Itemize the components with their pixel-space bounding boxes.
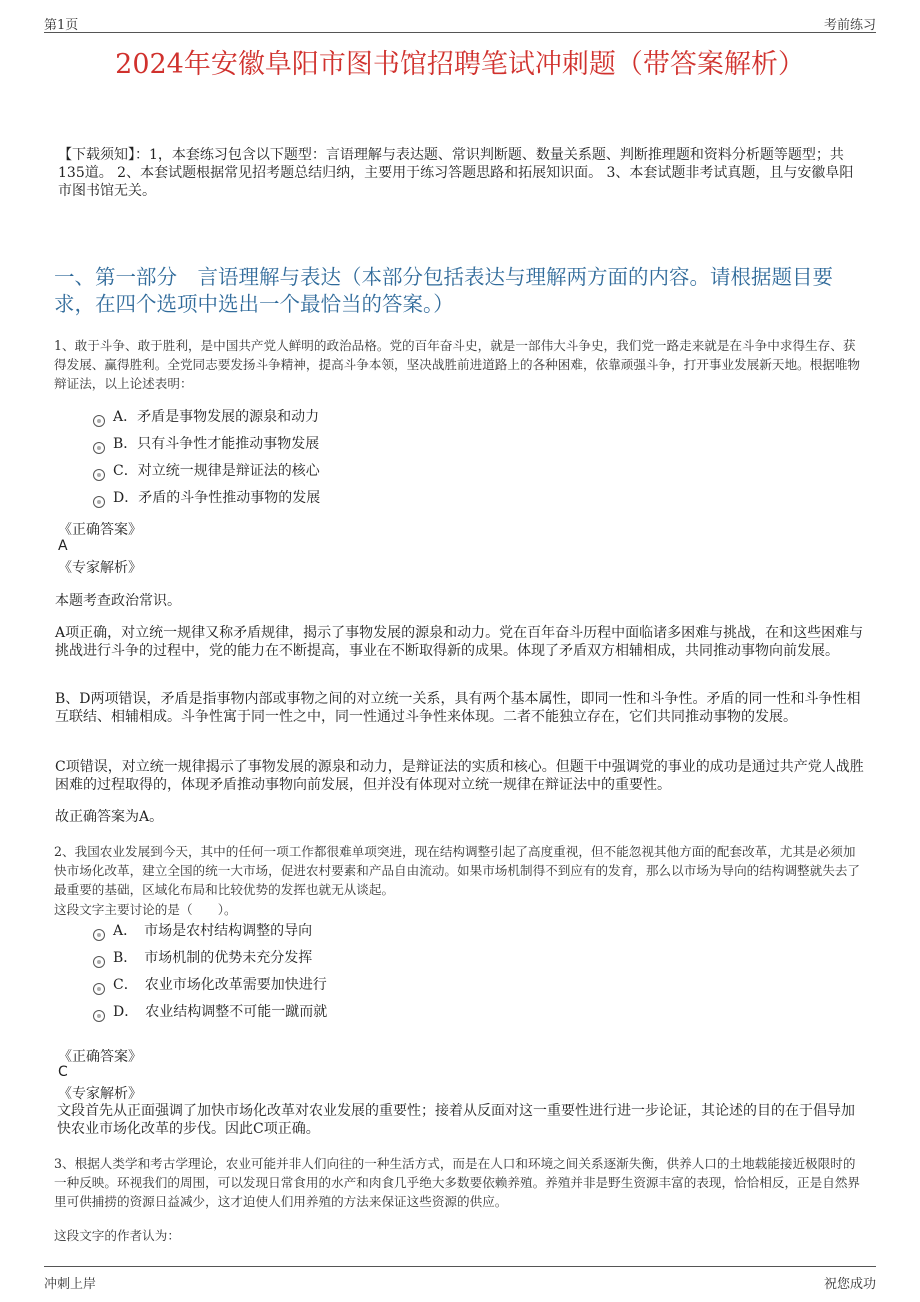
footer-left: 冲刺上岸 — [44, 1277, 97, 1292]
analysis-bd: B、D两项错误，矛盾是指事物内部或事物之间的对立统一关系，具有两个基本属性，即同一性和斗争性。矛盾的同一性和斗争性相互联结、相辅相成。斗争性寓于同一性之中，同一性通过斗争性来体现。二者不能独立存在，它们共同推动事物的发展。 — [55, 691, 861, 725]
option-c[interactable]: C．对立统一规律是辩证法的核心 — [93, 458, 320, 485]
page-footer — [44, 1266, 876, 1297]
radio-icon[interactable] — [93, 496, 105, 508]
answer-value: A — [58, 538, 68, 554]
question-1-stem: 1、敢于斗争、敢于胜利，是中国共产党人鲜明的政治品格。党的百年奋斗史，就是一部伟大斗争史，我们党一路走来就是在斗争中求得生存、获得发展、赢得胜利。全党同志要发扬斗争精神，提高斗争本领，坚决战胜前进道路上的各种困难，依靠顽强斗争，打开事业发展新天地。根据唯物辩证法，以上论述表明： — [54, 338, 860, 391]
radio-icon[interactable] — [93, 442, 105, 454]
option-d[interactable]: D．矛盾的斗争性推动事物的发展 — [93, 485, 320, 512]
question-3-prompt: 这段文字的作者认为： — [54, 1228, 180, 1243]
analysis-label: 《专家解析》 — [58, 560, 142, 576]
header-tag: 考前练习 — [823, 18, 876, 33]
radio-icon[interactable] — [93, 929, 105, 941]
radio-icon[interactable] — [93, 415, 105, 427]
question-1-options — [93, 404, 320, 512]
answer-value: C — [58, 1064, 68, 1080]
option-b[interactable]: B． 市场机制的优势未充分发挥 — [93, 945, 327, 972]
answer-label: 《正确答案》 — [58, 1049, 142, 1065]
option-b[interactable]: B．只有斗争性才能推动事物发展 — [93, 431, 320, 458]
analysis-label: 《专家解析》 — [58, 1086, 142, 1102]
footer-right: 祝您成功 — [823, 1277, 876, 1292]
analysis-intro: 本题考查政治常识。 — [55, 593, 181, 609]
question-2-stem: 2、我国农业发展到今天，其中的任何一项工作都很难单项突进，现在结构调整引起了高度重视，但不能忽视其他方面的配套改革，尤其是必须加快市场化改革，建立全国的统一大市场，促进农村要素和产品自由流动。如果市场机制得不到应有的发育，那么以市场为导向的结构调整就失去了最重要的基础，区域化布局和比较优势的发挥也就无从谈起。 — [54, 844, 860, 897]
analysis-conclusion: 故正确答案为A。 — [55, 809, 164, 825]
document-title: 2024年安徽阜阳市图书馆招聘笔试冲刺题（带答案解析） — [115, 49, 805, 80]
radio-icon[interactable] — [93, 1010, 105, 1022]
question-2-options — [93, 918, 327, 1026]
option-a[interactable]: A．矛盾是事物发展的源泉和动力 — [93, 404, 320, 431]
radio-icon[interactable] — [93, 956, 105, 968]
option-a[interactable]: A． 市场是农村结构调整的导向 — [93, 918, 327, 945]
analysis-text: 文段首先从正面强调了加快市场化改革对农业发展的重要性；接着从反面对这一重要性进行进一步论证，其论述的目的在于倡导加快农业市场化改革的步伐。因此C项正确。 — [57, 1103, 855, 1137]
section-heading: 一、第一部分 言语理解与表达（本部分包括表达与理解两方面的内容。请根据题目要求，在四个选项中选出一个最恰当的答案。） — [54, 265, 833, 316]
page-header — [44, 12, 876, 33]
question-3-stem: 3、根据人类学和考古学理论，农业可能并非人们向往的一种生活方式，而是在人口和环境之间关系逐渐失衡，供养人口的土地载能接近极限时的一种反映。环视我们的周围，可以发现日常食用的水产和肉食几乎绝大多数要依赖养殖。养殖并非是野生资源丰富的表现，恰恰相反，正是自然界里可供捕捞的资源日益减少，这才迫使人们用养殖的方法来保证这些资源的供应。 — [54, 1156, 860, 1209]
option-c[interactable]: C． 农业市场化改革需要加快进行 — [93, 972, 327, 999]
download-notice: 【下载须知】：1，本套练习包含以下题型：言语理解与表达题、常识判断题、数量关系题、判断推理题和资料分析题等题型；共135道。 2、本套试题根据常见招考题总结归纳，主要用于练习答题思路和拓展知识面。 3、本套试题非考试真题，且与安徽阜阳市图书馆无关。 — [58, 147, 854, 199]
radio-icon[interactable] — [93, 469, 105, 481]
analysis-c: C项错误，对立统一规律揭示了事物发展的源泉和动力，是辩证法的实质和核心。但题干中强调党的事业的成功是通过共产党人战胜困难的过程取得的，体现矛盾推动事物向前发展，但并没有体现对立统一规律在辩证法中的重要性。 — [55, 759, 864, 793]
analysis-a: A项正确，对立统一规律又称矛盾规律，揭示了事物发展的源泉和动力。党在百年奋斗历程中面临诸多困难与挑战，在和这些困难与挑战进行斗争的过程中，党的能力在不断提高，事业在不断取得新的成果。体现了矛盾双方相辅相成，共同推动事物向前发展。 — [55, 625, 864, 659]
answer-label: 《正确答案》 — [58, 522, 142, 538]
radio-icon[interactable] — [93, 983, 105, 995]
question-2-prompt: 这段文字主要讨论的是（ ）。 — [54, 902, 237, 917]
option-d[interactable]: D． 农业结构调整不可能一蹴而就 — [93, 999, 327, 1026]
page-number: 第1页 — [44, 18, 79, 33]
